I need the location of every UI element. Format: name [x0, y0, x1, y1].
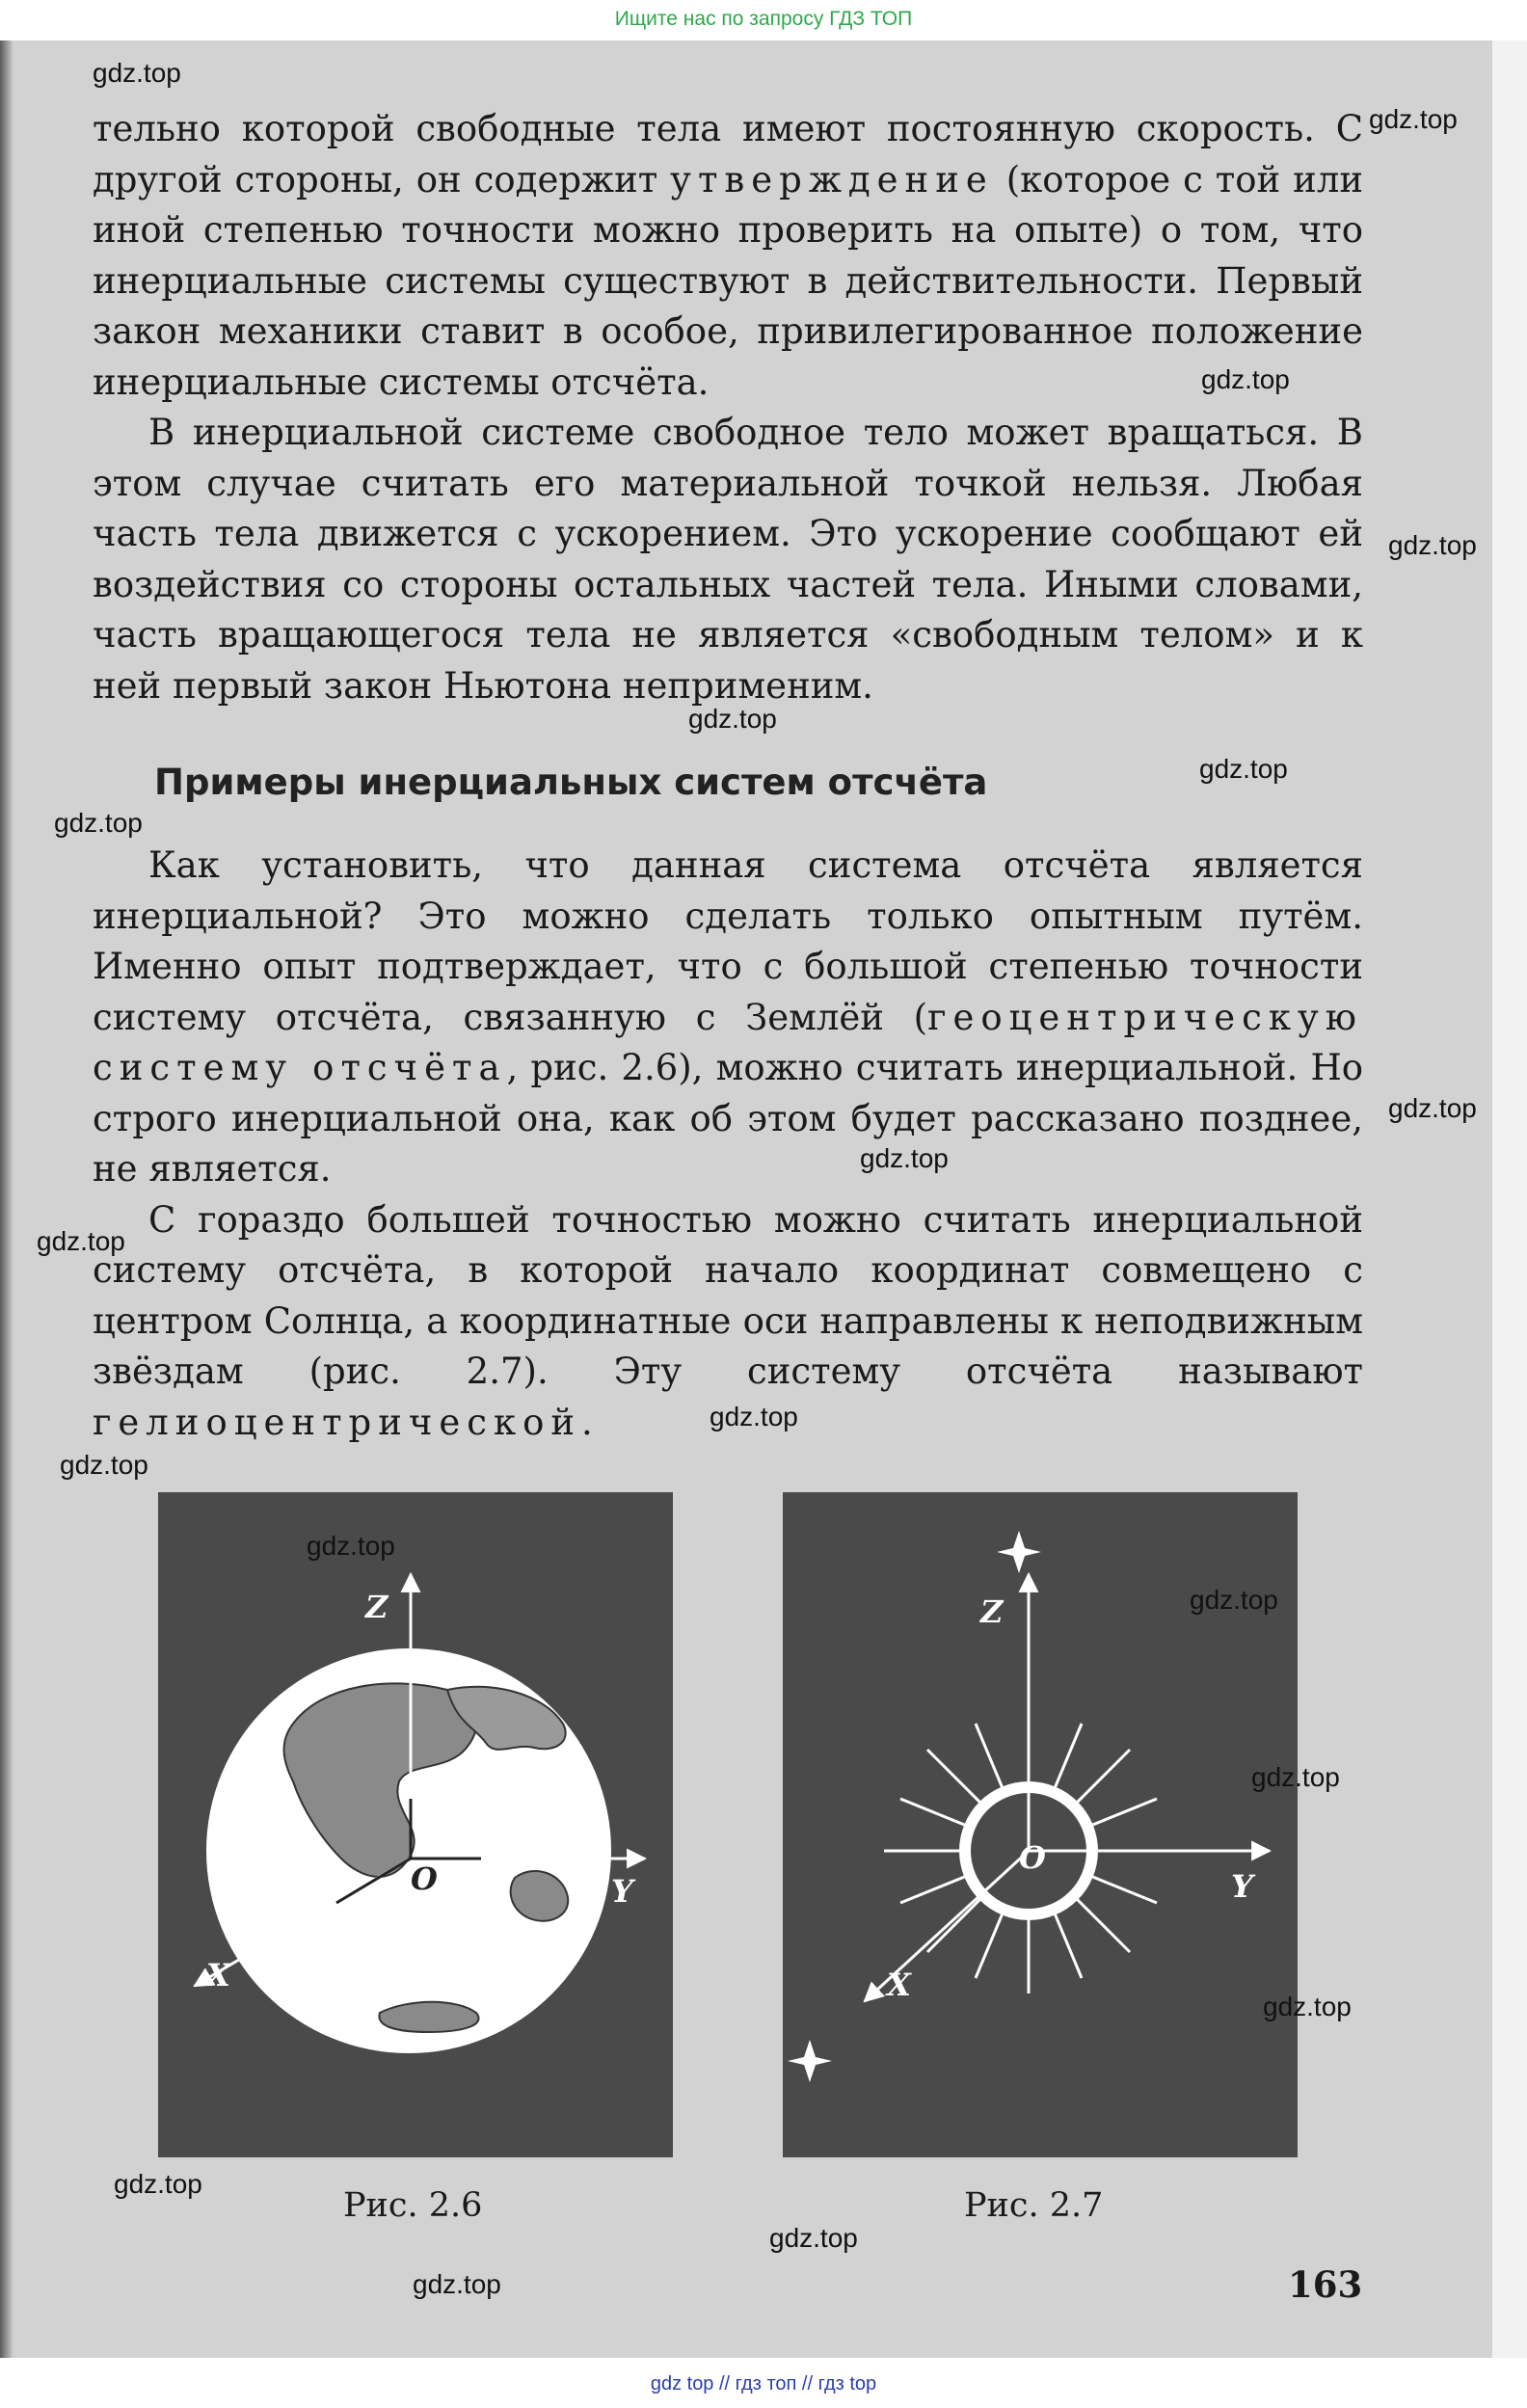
watermark: gdz.top: [54, 808, 143, 838]
axis-label-y: Y: [611, 1873, 633, 1910]
paragraph-3: [93, 841, 1363, 1195]
text-block-2: [93, 841, 1363, 1448]
axis-label-z: Z: [980, 1593, 1004, 1630]
watermark: gdz.top: [710, 1402, 798, 1431]
text-segment: (которое с той или иной степенью точности можно проверить на опыте) о том, что инерциальные системы существуют в действительности. Первый закон механики ставит в особое, привилегированное положение инерциальные системы отсчёта.: [93, 158, 1363, 403]
axis-label-origin: O: [411, 1860, 438, 1897]
figure-caption-2-7: Рис. 2.7: [964, 2186, 1104, 2225]
paragraph-1: [93, 104, 1363, 408]
axis-label-x: X: [887, 1967, 911, 2003]
text-segment: , рис. 2.6), можно считать инерциальной. Но строго инерциальной она, как об этом будет рассказано позднее, не является.: [93, 1047, 1363, 1190]
star-icon: [997, 1531, 1041, 1573]
text-segment: В инерциальной системе свободное тело может вращаться. В этом случае считать его материальной точкой нельзя. Любая часть тела движется с ускорением. Это ускорение сообщают ей воздействия со стороны остальных частей тела. Иными словами, часть вращающегося тела не является «свободным телом» и к ней первый закон Ньютона неприменим.: [93, 412, 1363, 707]
watermark: gdz.top: [860, 1143, 949, 1173]
axis-label-y: Y: [1231, 1868, 1253, 1905]
figure-caption-2-6: Рис. 2.6: [343, 2186, 483, 2225]
axis-label-origin: O: [1019, 1839, 1046, 1876]
axis-label-z: Z: [365, 1589, 388, 1625]
watermark: gdz.top: [60, 1450, 148, 1480]
text-segment: Как установить, что данная система отсчёта является инерциальной? Это можно сделать только опытным путём. Именно опыт подтверждает, что с большой степенью точности систему отсчёта, связанную с Землёй (: [93, 844, 1363, 1038]
figure-geocentric: [158, 1492, 673, 2157]
page-number: 163: [1288, 2263, 1363, 2306]
watermark: gdz.top: [1388, 1093, 1477, 1123]
watermark: gdz.top: [307, 1531, 395, 1561]
watermark: gdz.top: [1263, 1992, 1352, 2021]
text-segment: тельно которой свободные тела имеют постоянную скорость. С другой стороны, он содержит: [93, 108, 1363, 201]
scan-edge: [1492, 40, 1527, 2358]
spaced-term: утверждение: [670, 158, 994, 201]
spaced-term: геоцентрическую систему отсчёта: [93, 996, 1363, 1088]
watermark: gdz.top: [1190, 1585, 1278, 1615]
watermark: gdz.top: [1201, 364, 1290, 394]
watermark: gdz.top: [114, 2169, 202, 2199]
watermark: gdz.top: [413, 2269, 501, 2299]
text-block-1: [93, 104, 1363, 711]
watermark: gdz.top: [1251, 1762, 1340, 1792]
continent-antarctica: [379, 2002, 478, 2032]
section-heading: Примеры инерциальных систем отсчёта: [154, 762, 988, 803]
top-banner[interactable]: Ищите нас по запросу ГДЗ ТОП: [0, 0, 1527, 39]
watermark: gdz.top: [93, 58, 181, 88]
paragraph-2: [93, 408, 1363, 711]
spaced-term: гелиоцентрической: [93, 1401, 582, 1443]
star-icon: [788, 2040, 832, 2082]
text-segment: .: [581, 1401, 593, 1443]
geocentric-diagram: [158, 1492, 673, 2157]
watermark: gdz.top: [769, 2223, 858, 2253]
watermark: gdz.top: [1369, 104, 1458, 134]
bottom-banner[interactable]: gdz top // гдз топ // гдз top: [0, 2360, 1527, 2408]
page-binding-shadow: [0, 40, 13, 2358]
watermark: gdz.top: [37, 1226, 125, 1256]
watermark: gdz.top: [1388, 530, 1477, 560]
text-segment: С гораздо большей точностью можно считать инерциальной систему отсчёта, в которой начало координат совмещено с центром Солнца, а координатные оси направлены к неподвижным звёздам (рис. 2.7). Эту систему отсчёта называют: [93, 1198, 1363, 1392]
watermark: gdz.top: [688, 704, 777, 734]
watermark: gdz.top: [1199, 754, 1288, 784]
axis-label-x: X: [206, 1957, 230, 1993]
